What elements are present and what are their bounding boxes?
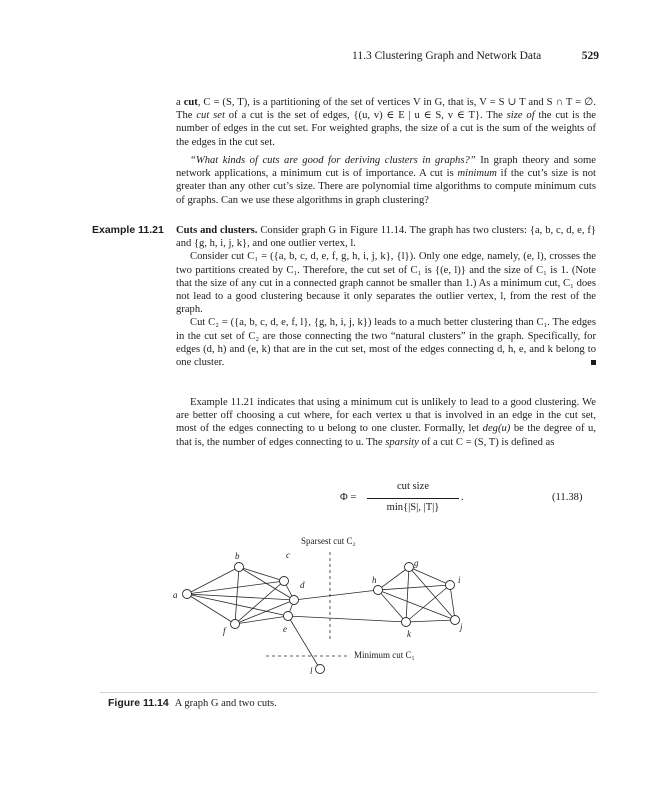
equation-numerator: cut size — [396, 481, 430, 492]
node-l — [316, 665, 325, 674]
figure-graph — [170, 530, 480, 690]
edge-a-e — [187, 594, 288, 616]
node-k — [402, 618, 411, 627]
node-b — [235, 563, 244, 572]
node-label-l: l — [310, 666, 313, 676]
paragraph-minimum-cut: “What kinds of cuts are good for deriving clusters in graphs?” In graph theory and some network applications, a minimum cut is of importance. A cut is minimum if the cut’s size is not greater than any other cut’s size. There are polynomial time algorithms to compute minimum cuts of graphs. Can we use these algorithms in graph clustering? — [176, 155, 596, 206]
edge-h-g — [378, 567, 409, 590]
node-h — [374, 586, 383, 595]
edge-a-d — [187, 594, 294, 600]
edge-d-h — [294, 590, 378, 600]
example-label: Example 11.21 — [92, 224, 164, 236]
caption-text: A graph G and two cuts. — [174, 698, 277, 709]
node-i — [446, 581, 455, 590]
paragraph-sparsity: Example 11.21 indicates that using a minimum cut is unlikely to lead to a good clustering. We are better off choosing a cut where, for each vertex u that is involved in an edge in the cut set, most of the edges connecting to u belong to one cluster. Formally, let deg(u) be the degree of u, that is, the number of edges connecting to u. The sparsity of a cut C = (S, T) is defined as — [176, 397, 596, 448]
node-label-k: k — [407, 629, 411, 639]
edge-e-k — [288, 616, 406, 622]
edge-a-f — [187, 594, 235, 624]
edge-g-k — [406, 567, 409, 622]
term-sparsity: sparsity — [385, 436, 419, 448]
node-label-a: a — [173, 590, 178, 600]
equation-denominator: min{|S|, |T|} — [386, 502, 440, 513]
figure-caption — [108, 697, 277, 709]
graph-diagram — [170, 530, 480, 690]
node-d — [290, 596, 299, 605]
node-label-d: d — [300, 580, 305, 590]
page-number: 529 — [581, 50, 599, 62]
node-a — [183, 590, 192, 599]
caption-label: Figure 11.14 — [108, 697, 169, 709]
fraction-bar — [367, 498, 459, 499]
node-label-e: e — [283, 624, 287, 634]
minimum-cut-label: Minimum cut C₁ — [354, 650, 415, 660]
edge-a-b — [187, 567, 239, 594]
term-cut: cut — [183, 97, 198, 108]
graph-edges — [187, 567, 455, 669]
node-f — [231, 620, 240, 629]
edge-b-c — [239, 567, 284, 581]
edge-e-l — [288, 616, 320, 669]
sparsity-equation: Φ = cut size min{|S|, |T|} . — [340, 481, 464, 513]
edge-a-c — [187, 581, 284, 594]
edge-h-k — [378, 590, 406, 622]
node-label-f: f — [223, 626, 226, 636]
section-title: 11.3 Clustering Graph and Network Data — [352, 50, 542, 62]
term-deg: deg(u) — [482, 423, 511, 435]
node-label-g: g — [414, 558, 419, 568]
sparsest-cut-label: Sparsest cut C₂ — [301, 536, 356, 546]
node-label-j: j — [460, 622, 463, 632]
end-of-example-mark — [591, 360, 596, 365]
node-label-h: h — [372, 575, 377, 585]
node-c — [280, 577, 289, 586]
paragraph-cut-definition: a cut, C = (S, T), is a partitioning of the set of vertices V in G, that is, V = S ∪ T and S ∩ T = ∅. The cut set of a cut is the set of edges, {(u, v) ∈ E | u ∈ S, v ∈ T}. The size of the cut is the number of edges in the cut set. For weighted graphs, the size of a cut is the sum of the weights of the edges in the cut set. — [176, 97, 596, 148]
node-g — [405, 563, 414, 572]
term-size-of: size of — [506, 110, 535, 122]
example-cut-c2: Cut C₂ = ({a, b, c, d, e, f, l}, {g, h, i, j, k}) leads to a much better clustering than C₁. The edges in the cut set of C₂ are those connecting the two “natural clusters” in the graph. Specifically, for edges (d, h) and (e, k) that are in the cut set, most of the edges connecting d, h, e, and k belong to one cluster. — [176, 317, 596, 369]
equation-lhs: Φ = — [340, 492, 357, 503]
example-title: Cuts and clusters. — [176, 225, 258, 236]
edge-h-j — [378, 590, 455, 620]
edge-g-i — [409, 567, 450, 585]
equation-number: (11.38) — [552, 492, 583, 503]
node-label-b: b — [235, 551, 240, 561]
node-label-i: i — [458, 575, 461, 585]
edge-g-j — [409, 567, 455, 620]
edge-b-f — [235, 567, 239, 624]
edge-k-j — [406, 620, 455, 622]
term-minimum: minimum — [457, 168, 497, 180]
question-text: “What kinds of cuts are good for deriving clusters in graphs?” — [190, 155, 476, 166]
node-e — [284, 612, 293, 621]
caption-rule — [100, 692, 597, 693]
node-label-c: c — [286, 550, 290, 560]
running-header — [352, 50, 599, 66]
example-block: Cuts and clusters. Consider graph G in Figure 11.14. The graph has two clusters: {a, b, c, d, e, f} and {g, h, i, j, k}, and one outlier vertex, l. Consider cut C₁ = ({a, b, c, d, e, f, g, h, i, j, k}, {l}). Only one edge, namely, (e, l), crosses the two partitions created by C₁. Therefore, the cut set of C₁ is {(e, l)} and the size of C₁ is 1. (Note that the size of any cut in a connected graph cannot be smaller than 1.) As a minimum cut, C₁ does not lead to a good clustering because it only separates the outlier vertex, l, from the rest of the graph. Cut C₂ = ({a, b, c, d, e, f, l}, {g, h, i, j, k}) leads to a much better clustering than C₁. The edges in the cut set of C₂ are those connecting the two “natural clusters” in the graph. Specifically, for edges (d, h) and (e, k) that are in the cut set, most of the edges connecting d, h, e, and k belong to one cluster. — [176, 225, 596, 369]
example-cut-c1: Consider cut C₁ = ({a, b, c, d, e, f, g, h, i, j, k}, {l}). Only one edge, namely, (e, l), crosses the two partitions created by C₁. Therefore, the cut set of C₁ is {(e, l)} and the size of C₁ is 1. (Note that the size of any cut in a connected graph cannot be smaller than 1.) As a minimum cut, C₁ does not lead to a good clustering because it only separates the outlier vertex, l, from the rest of the graph. — [176, 251, 596, 316]
term-cut-set: cut set — [196, 110, 225, 122]
node-j — [451, 616, 460, 625]
edge-h-i — [378, 585, 450, 590]
